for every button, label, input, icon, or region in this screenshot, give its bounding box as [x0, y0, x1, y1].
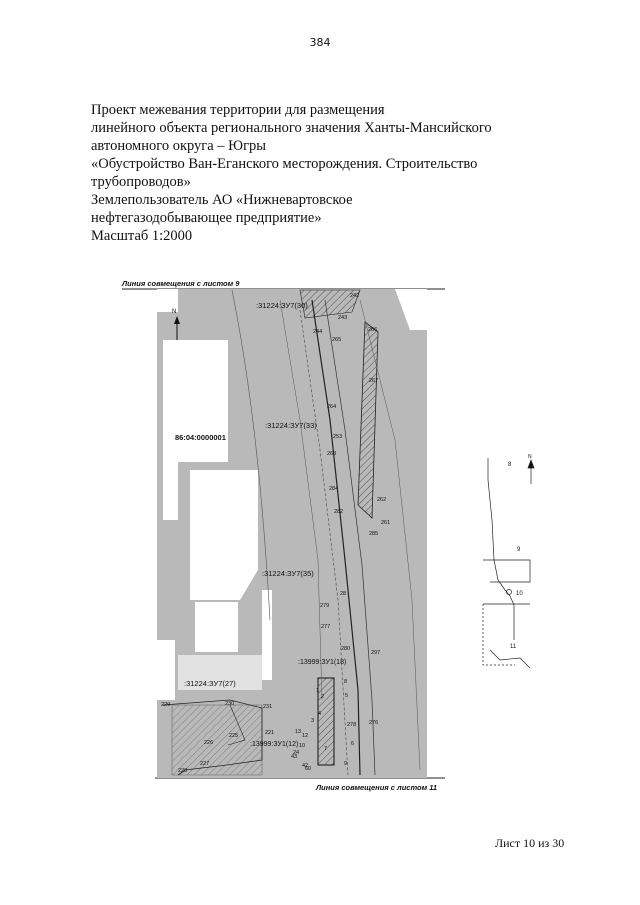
- inset-label: 9: [517, 547, 521, 553]
- point-number: 28: [340, 591, 347, 597]
- parcel-label: :13999:ЗУ1(12): [250, 741, 299, 748]
- top-alignment-caption: Линия совмещения с листом 9: [122, 279, 240, 288]
- title-line: Масштаб 1:2000: [91, 228, 193, 244]
- white-area: [157, 640, 175, 700]
- point-number: 279: [320, 603, 330, 609]
- point-number: 1: [316, 688, 320, 694]
- point-number: 278: [347, 722, 357, 728]
- parcel-label: :31224:ЗУ7(35): [262, 569, 314, 578]
- hatched-parcel: [172, 705, 262, 775]
- point-number: 276: [369, 720, 379, 726]
- point-number: 60: [305, 766, 312, 772]
- point-number: 231: [263, 704, 273, 710]
- point-number: 10: [299, 743, 306, 749]
- page-number: 384: [309, 36, 331, 49]
- parcel-label: :31224:ЗУ7(27): [184, 679, 236, 688]
- point-number: 267: [369, 378, 379, 384]
- point-number: 221: [265, 730, 275, 736]
- point-number: 6: [351, 741, 355, 747]
- inset-line: [483, 560, 530, 582]
- point-number: 285: [369, 531, 379, 537]
- point-number: 227: [200, 761, 210, 767]
- inset-line: [483, 604, 515, 665]
- inset-line: [488, 458, 514, 640]
- title-line: трубопроводов»: [91, 174, 191, 190]
- inset-label: 11: [510, 644, 517, 650]
- inset-north-label: N: [528, 454, 532, 460]
- point-number: 297: [371, 650, 381, 656]
- point-number: 4: [318, 711, 322, 717]
- point-number: 2: [321, 694, 325, 700]
- bottom-alignment-caption: Линия совмещения с листом 11: [316, 783, 438, 792]
- north-label: N: [172, 309, 177, 315]
- point-number: 42: [302, 763, 309, 769]
- sheet-footer: Лист 10 из 30: [495, 836, 565, 850]
- title-line: нефтегазодобывающее предприятие»: [91, 210, 322, 226]
- point-number: 7: [324, 746, 328, 752]
- inset-label: 8: [508, 462, 512, 468]
- title-line: «Обустройство Ван-Еганского месторождения. Строительство: [91, 156, 478, 172]
- white-area: [195, 602, 238, 652]
- key-map: [483, 458, 534, 668]
- title-line: Проект межевания территории для размещения: [91, 102, 385, 118]
- inset-label: 10: [516, 591, 523, 597]
- point-number: 8: [344, 679, 348, 685]
- point-number: 24: [293, 750, 300, 756]
- parcel-label: :13999:ЗУ1(18): [298, 659, 347, 666]
- point-number: 277: [321, 624, 331, 630]
- point-number: 226: [204, 740, 214, 746]
- point-number: 253: [333, 434, 343, 440]
- point-number: 5: [345, 693, 349, 699]
- point-number: 282: [334, 509, 344, 515]
- point-number: 265: [332, 337, 342, 343]
- point-number: 284: [329, 486, 339, 492]
- point-number: 262: [377, 497, 387, 503]
- point-number: 243: [338, 315, 348, 321]
- point-number: 13: [295, 729, 302, 735]
- point-number: 3: [311, 718, 315, 724]
- point-number: 261: [381, 520, 391, 526]
- point-number: 229: [161, 702, 171, 708]
- point-number: 263: [327, 451, 337, 457]
- point-number: 242: [350, 293, 360, 299]
- point-number: 9: [344, 761, 348, 767]
- point-number: 266: [368, 327, 378, 333]
- point-number: 228: [178, 768, 188, 774]
- parcel-label: :31224:ЗУ7(30): [256, 301, 308, 310]
- point-number: 264: [327, 404, 337, 410]
- point-number: 43: [291, 754, 298, 760]
- title-line: линейного объекта регионального значения Ханты-Мансийского: [91, 120, 492, 136]
- parcel-label: 86:04:0000001: [175, 433, 226, 442]
- point-number: 280: [341, 646, 351, 652]
- title-line: Землепользователь АО «Нижневартовское: [91, 192, 353, 208]
- point-number: 225: [229, 733, 239, 739]
- title-line: автономного округа – Югры: [91, 138, 267, 154]
- white-area: [262, 590, 272, 680]
- white-area: [190, 470, 258, 600]
- point-number: 230: [225, 701, 235, 707]
- point-number: 244: [313, 329, 323, 335]
- parcel-label: :31224:ЗУ7(33): [265, 421, 317, 430]
- point-number: 12: [302, 733, 309, 739]
